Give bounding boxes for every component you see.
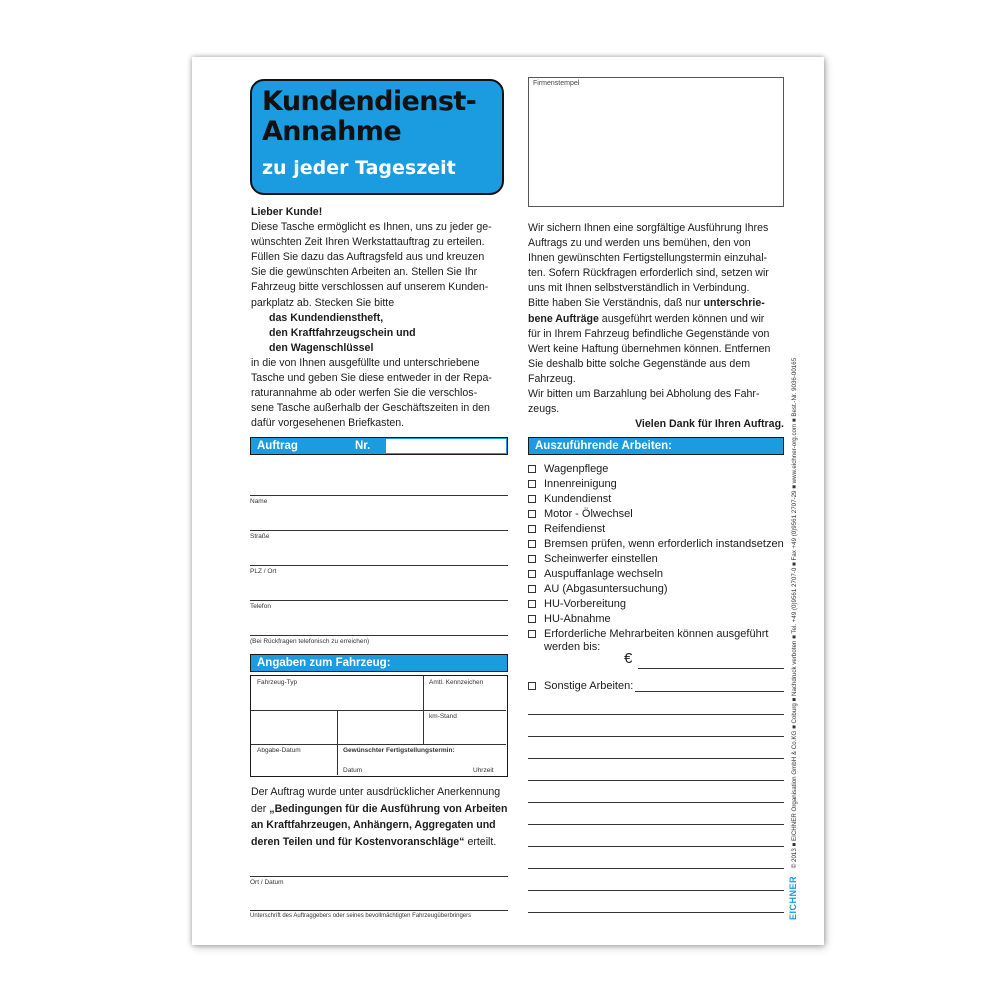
checkbox[interactable]: [528, 525, 536, 533]
vehicle-bar: [250, 654, 508, 672]
place-date-label: Ort / Datum: [250, 879, 284, 886]
terms-line: [528, 312, 784, 327]
place-date-field[interactable]: [250, 876, 508, 877]
street-field[interactable]: [250, 530, 508, 531]
agreement-line: [251, 801, 513, 818]
intro-line: Fahrzeug bitte verschlossen auf unserem Kunden-: [251, 281, 489, 294]
work-item-bremsen[interactable]: [528, 538, 784, 550]
intro-line: Füllen Sie dazu das Auftragsfeld aus und kreuzen: [251, 251, 485, 264]
name-field[interactable]: [250, 495, 508, 496]
writing-line[interactable]: [528, 736, 784, 737]
intro-line: in die von Ihnen ausgefüllte und unterschriebene: [251, 356, 480, 369]
agreement-bold: deren Teilen und für Kostenvoranschläge“: [251, 835, 465, 848]
form-sheet: [192, 57, 824, 945]
checkbox[interactable]: [528, 682, 536, 690]
work-item-kundendienst[interactable]: [528, 493, 611, 505]
checkbox[interactable]: [528, 480, 536, 488]
checkbox[interactable]: [528, 570, 536, 578]
intro-item: den Wagenschlüssel: [269, 341, 374, 354]
work-item-wagenpflege[interactable]: [528, 463, 608, 475]
checkbox[interactable]: [528, 540, 536, 548]
title-subtitle: zu jeder Tageszeit: [262, 157, 456, 179]
terms-text-part: ausgeführt werden können und wir: [601, 312, 765, 325]
mileage-label: km-Stand: [429, 713, 457, 720]
agreement-text: [251, 784, 513, 850]
phone-hint-line[interactable]: [250, 635, 508, 636]
checkbox[interactable]: [528, 510, 536, 518]
grid-divider: [251, 744, 506, 745]
work-item-label: AU (Abgasuntersuchung): [544, 583, 668, 595]
terms-line: zeugs.: [528, 403, 560, 416]
agreement-bold: „Bedingungen für die Ausführung von Arbeiten: [269, 802, 508, 815]
agreement-line: an Kraftfahrzeugen, Anhängern, Aggregaten und: [251, 819, 496, 831]
company-stamp-field[interactable]: [528, 77, 784, 207]
phone-label: Telefon: [250, 603, 271, 610]
terms-bold: bene Aufträge: [528, 312, 599, 325]
terms-line: Wir sichern Ihnen eine sorgfältige Ausführung Ihres: [528, 222, 769, 234]
mehrarbeiten-line2: werden bis:: [544, 641, 601, 653]
work-item-scheinwerfer[interactable]: [528, 553, 658, 565]
terms-text: [528, 221, 784, 432]
work-item-auspuff[interactable]: [528, 568, 663, 580]
work-item-label: Erforderliche Mehrarbeiten können ausgeführt: [544, 628, 769, 640]
intro-item: den Kraftfahrzeugschein und: [269, 326, 416, 339]
terms-line: [528, 296, 784, 311]
work-item-label: Reifendienst: [544, 523, 606, 535]
phone-field[interactable]: [250, 600, 508, 601]
terms-line: Wir bitten um Barzahlung bei Abholung des Fahr-: [528, 388, 760, 401]
work-item-oelwechsel[interactable]: [528, 508, 633, 520]
writing-line[interactable]: [528, 912, 784, 913]
signature-label: Unterschrift des Auftraggebers oder seines bevollmächtigten Fahrzeugüberbringers: [250, 913, 472, 919]
checkbox[interactable]: [528, 615, 536, 623]
work-item-innenreinigung[interactable]: [528, 478, 617, 490]
terms-line: Ihnen gewünschten Fertigstellungstermin einzuhal-: [528, 252, 768, 265]
terms-line: uns mit Ihnen selbstverständlich in Verbindung.: [528, 282, 750, 295]
intro-line: wünschten Zeit Ihren Werkstattauftrag zu erteilen.: [251, 236, 485, 249]
work-item-au[interactable]: [528, 583, 668, 595]
work-item-label: Auspuffanlage wechseln: [544, 568, 664, 580]
work-item-label: Kundendienst: [544, 493, 612, 505]
other-work-field[interactable]: [635, 691, 784, 692]
dropoff-date-label: Abgabe-Datum: [257, 747, 301, 754]
checkbox[interactable]: [528, 630, 536, 638]
writing-line[interactable]: [528, 802, 784, 803]
intro-line: sene Tasche außerhalb der Geschäftszeiten in den: [251, 402, 490, 415]
name-label: Name: [250, 498, 268, 505]
zip-city-field[interactable]: [250, 565, 508, 566]
checkbox[interactable]: [528, 585, 536, 593]
vehicle-bar-label: Angaben zum Fahrzeug:: [257, 657, 391, 669]
work-item-mehrarbeiten[interactable]: [528, 628, 768, 640]
checkbox[interactable]: [528, 465, 536, 473]
work-item-label: Bremsen prüfen, wenn erforderlich instandsetzen: [544, 538, 784, 550]
intro-line: parkplatz ab. Stecken Sie bitte: [251, 296, 395, 309]
max-amount-field[interactable]: [638, 668, 784, 669]
writing-line[interactable]: [528, 714, 784, 715]
intro-line: Tasche und geben Sie diese entweder in der Repa-: [251, 372, 492, 385]
imprint-vertical: [788, 358, 798, 920]
zip-city-label: PLZ / Ort: [250, 568, 277, 575]
intro-line: raturannahme ab oder werfen Sie die verschlos-: [251, 387, 478, 400]
phone-hint: (Bei Rückfragen telefonisch zu erreichen): [250, 638, 370, 645]
writing-line[interactable]: [528, 846, 784, 847]
vehicle-grid: [250, 675, 508, 777]
vehicle-type-label: Fahrzeug-Typ: [257, 679, 298, 686]
imprint-text: © 2013 ■ EICHNER Organisation GmbH & Co.KG ■ Coburg ■ Nachdruck verboten ■ Tel. +49 (0)9561 2707-0 ■ Fax +49 (0)9561 2707-29 ■ www.eichner-org.com ■ Best.-Nr. 9036-00165: [791, 357, 798, 869]
work-item-sonstige[interactable]: [528, 680, 633, 692]
agreement-part: erteilt.: [467, 835, 497, 848]
writing-line[interactable]: [528, 890, 784, 891]
agreement-line: [251, 834, 513, 851]
writing-line[interactable]: [528, 824, 784, 825]
terms-line: Fahrzeug.: [528, 372, 576, 385]
terms-line: Sie deshalb bitte solche Gegenstände aus dem: [528, 357, 751, 370]
terms-line: Auftrags zu und werden uns bemühen, den von: [528, 237, 751, 250]
order-nr-label: Nr.: [355, 440, 371, 452]
grid-divider: [423, 710, 424, 744]
intro-item: das Kundendienstheft,: [269, 311, 384, 324]
terms-bold: unterschrie-: [703, 297, 765, 310]
work-item-label: HU-Vorbereitung: [544, 598, 626, 610]
intro-text: [251, 205, 509, 431]
euro-sign: €: [624, 650, 633, 667]
work-item-reifendienst[interactable]: [528, 523, 605, 535]
checkbox[interactable]: [528, 600, 536, 608]
stamp-label: Firmenstempel: [533, 80, 580, 87]
title-box: [250, 79, 504, 195]
license-plate-label: Amtl. Kennzeichen: [429, 679, 484, 686]
completion-date-label: Gewünschter Fertigstellungstermin:: [343, 747, 455, 754]
title-line-2: Annahme: [262, 116, 402, 147]
work-item-hu-abnahme[interactable]: [528, 613, 611, 625]
terms-line: Wert keine Haftung übernehmen können. Entfernen: [528, 342, 771, 355]
work-item-label: Sonstige Arbeiten:: [544, 680, 634, 692]
grid-divider: [423, 676, 424, 710]
date-label: Datum: [343, 767, 363, 774]
intro-heading: Lieber Kunde!: [251, 206, 323, 218]
checkbox[interactable]: [528, 555, 536, 563]
work-bar-label: Auszuführende Arbeiten:: [535, 440, 672, 452]
street-label: Straße: [250, 533, 270, 540]
work-item-label: Scheinwerfer einstellen: [544, 553, 658, 565]
work-item-hu-vorbereitung[interactable]: [528, 598, 626, 610]
terms-line: für in Ihrem Fahrzeug befindliche Gegenstände von: [528, 327, 770, 340]
work-item-label: Motor - Ölwechsel: [544, 508, 633, 520]
intro-line: Diese Tasche ermöglicht es Ihnen, uns zu jeder ge-: [251, 221, 492, 234]
checkbox[interactable]: [528, 495, 536, 503]
work-item-label: HU-Abnahme: [544, 613, 611, 625]
work-item-label: Wagenpflege: [544, 463, 609, 475]
intro-line: dafür vorgesehenen Briefkasten.: [251, 417, 405, 430]
order-number-bar: [250, 437, 508, 455]
grid-divider: [251, 710, 506, 711]
writing-line[interactable]: [528, 780, 784, 781]
brand-logo: EICHNER: [788, 875, 798, 920]
time-label: Uhrzeit: [473, 767, 494, 774]
agreement-part: der: [251, 802, 267, 815]
terms-text-part: Bitte haben Sie Verständnis, daß nur: [528, 297, 701, 310]
order-number-input[interactable]: [386, 439, 506, 453]
terms-line: ten. Sofern Rückfragen erforderlich sind, setzen wir: [528, 267, 769, 280]
order-label: Auftrag: [257, 440, 298, 452]
signature-field[interactable]: [250, 910, 508, 911]
work-item-label: Innenreinigung: [544, 478, 617, 490]
intro-line: Sie die gewünschten Arbeiten an. Stellen Sie Ihr: [251, 266, 478, 279]
title-line-1: Kundendienst-: [262, 86, 477, 117]
writing-line[interactable]: [528, 868, 784, 869]
thanks-line: Vielen Dank für Ihren Auftrag.: [635, 418, 784, 431]
grid-divider: [337, 710, 338, 775]
writing-line[interactable]: [528, 758, 784, 759]
work-bar: [528, 437, 784, 455]
agreement-line: Der Auftrag wurde unter ausdrücklicher Anerkennung: [251, 786, 501, 798]
